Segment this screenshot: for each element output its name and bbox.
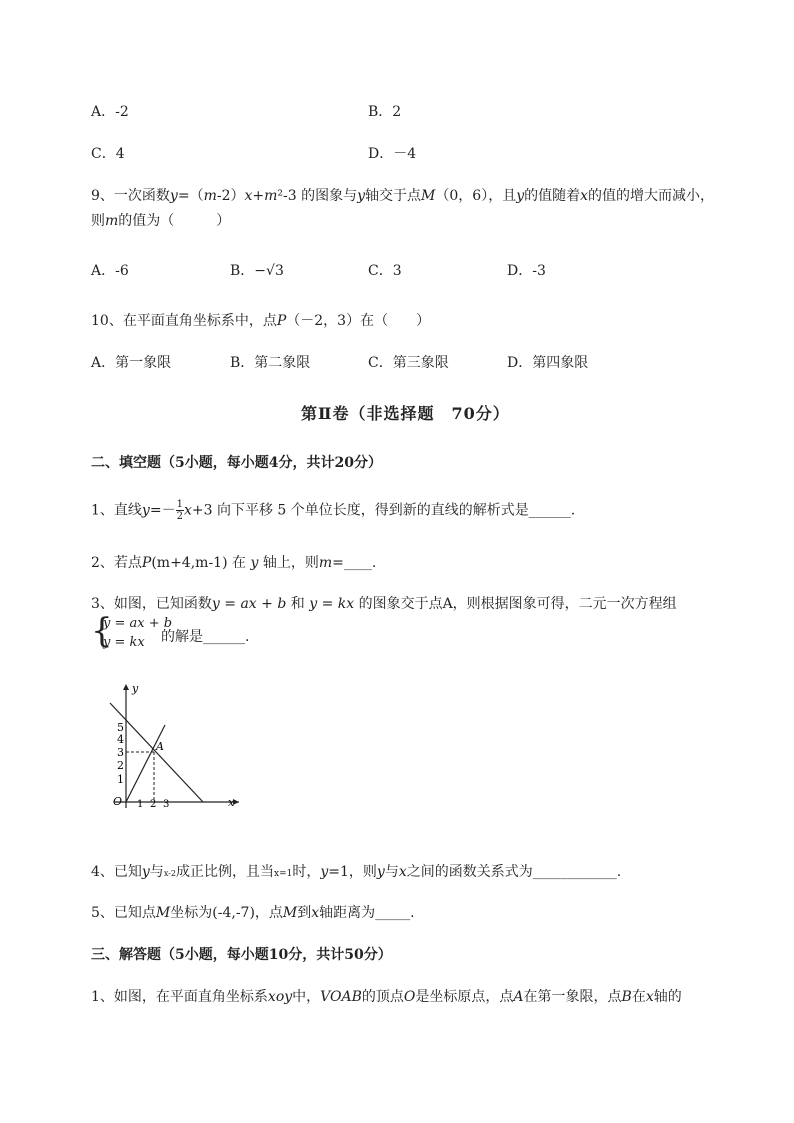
x-tick-3: 3 (163, 799, 170, 810)
q10-option-d: D．第四象限 (507, 355, 589, 371)
fill5-question: 5、已知点M坐标为(-4,-7)，点M到x轴距离为_____. (91, 905, 415, 921)
fill4-question: 4、已知y与x-2成正比例，且当x=1时，y=1，则y与x之间的函数关系式为____________. (91, 864, 622, 880)
line-y-kx (126, 725, 165, 802)
y-axis-label: y (132, 682, 139, 695)
q10-option-b: B．第二象限 (230, 355, 311, 371)
section3-heading: 三、解答题（5小题，每小题10分，共计50分） (91, 947, 392, 963)
q9-option-d: D．-3 (507, 263, 546, 279)
q8-option-b: B．2 (368, 104, 402, 120)
q8-option-c: C．4 (91, 146, 125, 162)
q9-option-c: C．3 (368, 263, 402, 279)
y-axis-arrow-icon (123, 684, 129, 690)
fill1-question: 1、直线y=－ $\frac{1}{2}$ x+3 向下平移 5 个单位长度，得到新的直线的解析式是______. (91, 499, 576, 522)
y-tick-5: 5 (117, 721, 124, 734)
function-graph (105, 680, 245, 810)
q8-option-d: D．－4 (368, 146, 417, 162)
fill3-question-line1: 3、如图，已知函数y = ax + b 和 y = kx 的图象交于点A，则根据图象可得，二元一次方程组 (91, 596, 677, 612)
y-tick-2: 2 (117, 759, 124, 772)
q10-option-a: A．第一象限 (91, 355, 172, 371)
x-axis-label: x (228, 796, 235, 809)
section2-heading: 二、填空题（5小题，每小题4分，共计20分） (91, 455, 382, 471)
q10-stem: 10、在平面直角坐标系中，点P（－2，3）在（ ） (91, 313, 431, 329)
y-tick-3: 3 (117, 746, 124, 759)
q9-stem-line2: 则m的值为（ ） (91, 213, 231, 229)
fraction-one-half: $\frac{1}{2}$ (176, 499, 183, 522)
y-tick-1: 1 (117, 773, 124, 786)
q10-option-c: C．第三象限 (368, 355, 449, 371)
q9-option-a: A．-6 (91, 263, 129, 279)
q9-option-b: B．−√3 (230, 263, 284, 279)
system-eq1: y = ax + b (103, 616, 173, 631)
y-tick-4: 4 (117, 733, 124, 746)
x-tick-1: 1 (137, 799, 144, 810)
fill2-question: 2、若点P(m+4,m-1) 在 y 轴上，则m=____. (91, 555, 377, 571)
q8-option-a: A．-2 (91, 104, 129, 120)
part2-title: 第Ⅱ卷（非选择题 70分） (301, 404, 510, 423)
solve1-question: 1、如图，在平面直角坐标系xoy中，VOAB的顶点O是坐标原点，点A在第一象限，点B在x轴的 (91, 989, 682, 1005)
left-brace-icon: { (91, 611, 113, 651)
fill3-tail: 的解是______. (161, 629, 250, 645)
x-tick-2: 2 (150, 799, 157, 810)
system-eq2: y = kx (103, 635, 145, 650)
q9-stem-line1: 9、一次函数y=（m-2）x+m²-3 的图象与y轴交于点M（0，6），且y的值随着x的值的增大而减小， (91, 188, 715, 204)
point-a-label: A (156, 740, 164, 753)
origin-label: O (113, 795, 123, 808)
